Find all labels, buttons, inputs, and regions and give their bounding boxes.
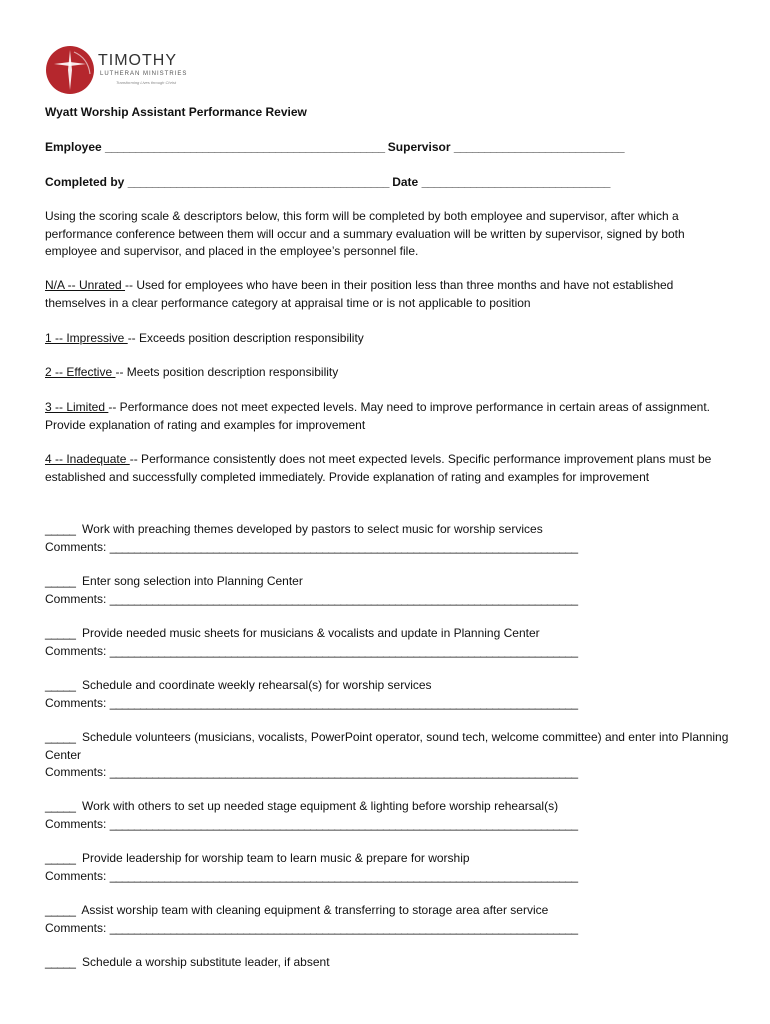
item-text: Schedule a worship substitute leader, if absent [82,955,330,969]
comments-label: Comments: [45,695,107,710]
rating-field[interactable]: _____ [45,955,76,969]
scale-1 [45,330,735,348]
review-item [45,798,735,833]
rating-field[interactable]: _____ [45,851,76,865]
item-text: Enter song selection into Planning Center [82,574,303,588]
rating-field[interactable]: _____ [45,903,76,917]
scale-description: -- Performance consistently does not meet expected levels. Specific performance improvement plans must be established and successfully completed immediately. Provide explanation of rating and examples for improvement [45,452,712,484]
logo-tagline: Transforming Lives through Christ [116,80,176,85]
supervisor-field[interactable]: ____________________________ [453,140,624,154]
scale-code: 1 -- Impressive [45,331,128,345]
organization-logo [44,44,194,96]
scale-code: 2 -- Effective [45,365,116,379]
item-text: Work with preaching themes developed by pastors to select music for worship services [82,522,543,536]
review-item [45,850,735,885]
comments-field[interactable]: _____________________________________________________________________________ [109,539,578,554]
comments-label: Comments: [45,643,107,658]
review-item [45,954,735,972]
review-item [45,521,735,556]
form-title: Wyatt Worship Assistant Performance Review [45,105,307,119]
rating-field[interactable]: _____ [45,574,76,588]
employee-label: Employee [45,140,102,154]
scale-description: -- Used for employees who have been in their position less than three months and have not established themselves in a clear performance category at appraisal time or is not applicable to position [45,278,674,310]
completed-date-row [45,174,610,192]
rating-field[interactable]: _____ [45,522,76,536]
completed-by-field[interactable]: ___________________________________________ [127,175,389,189]
rating-field[interactable]: _____ [45,730,76,744]
scale-na [45,277,735,312]
scale-description: -- Exceeds position description responsibility [127,331,364,345]
completed-by-label: Completed by [45,175,125,189]
scale-code: 4 -- Inadequate [45,452,130,466]
comments-label: Comments: [45,816,107,831]
supervisor-label: Supervisor [387,140,451,154]
scale-4 [45,451,735,486]
employee-supervisor-row [45,139,624,157]
rating-field[interactable]: _____ [45,626,76,640]
date-label: Date [392,175,419,189]
item-text: Provide leadership for worship team to learn music & prepare for worship [82,851,470,865]
rating-field[interactable]: _____ [45,799,76,813]
logo-name: TIMOTHY [98,52,177,69]
logo-subtitle: LUTHERAN MINISTRIES [100,71,188,77]
comments-label: Comments: [45,868,107,883]
comments-label: Comments: [45,539,107,554]
item-text: Assist worship team with cleaning equipment & transferring to storage area after service [81,903,549,917]
comments-field[interactable]: _____________________________________________________________________________ [109,868,578,883]
item-text: Schedule volunteers (musicians, vocalists, PowerPoint operator, sound tech, welcome committee) and enter into Planning Center [45,730,729,762]
comments-field[interactable]: _____________________________________________________________________________ [109,643,578,658]
review-item [45,729,735,782]
date-field[interactable]: _______________________________ [421,175,610,189]
scale-3 [45,399,735,434]
item-text: Provide needed music sheets for musicians & vocalists and update in Planning Center [82,626,540,640]
comments-field[interactable]: _____________________________________________________________________________ [109,695,578,710]
review-item [45,625,735,660]
comments-field[interactable]: _____________________________________________________________________________ [109,816,578,831]
scale-code: 3 -- Limited [45,400,109,414]
comments-field[interactable]: _____________________________________________________________________________ [109,591,578,606]
item-text: Work with others to set up needed stage equipment & lighting before worship rehearsal(s) [82,799,559,813]
comments-label: Comments: [45,765,107,779]
review-item [45,677,735,712]
review-item [45,902,735,937]
comments-label: Comments: [45,591,107,606]
comments-label: Comments: [45,920,107,935]
cross-logo-icon [44,44,96,96]
intro-paragraph: Using the scoring scale & descriptors below, this form will be completed by both employee and supervisor, after which a performance conference between them will occur and a summary evaluation will be written by supervisor, signed by both employee and supervisor, and placed in the employee’s personnel file. [45,209,685,258]
comments-field[interactable]: _____________________________________________________________________________ [109,920,578,935]
review-item [45,573,735,608]
scale-code: N/A -- Unrated [45,278,126,292]
rating-field[interactable]: _____ [45,678,76,692]
scale-description: -- Meets position description responsibility [115,365,339,379]
item-text: Schedule and coordinate weekly rehearsal(s) for worship services [82,678,432,692]
scale-2 [45,364,735,382]
comments-field[interactable]: _____________________________________________________________________________ [109,765,578,779]
scale-description: -- Performance does not meet expected levels. May need to improve performance in certain areas of assignment. Provide explanation of rating and examples for improvement [45,400,710,432]
employee-field[interactable]: ______________________________________________ [105,140,385,154]
